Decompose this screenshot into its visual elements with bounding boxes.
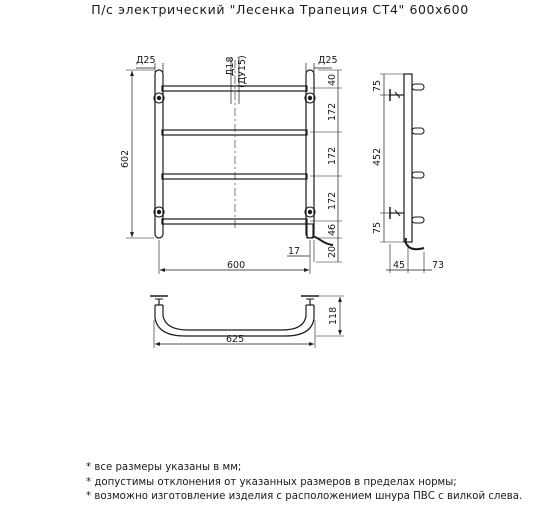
side-wall-bracket-top <box>390 89 404 101</box>
dim-top-depth: 118 <box>328 306 339 325</box>
dim-top-width: 625 <box>226 334 245 345</box>
side-rung-1 <box>412 84 424 90</box>
dim-chain-6: 20 <box>327 245 338 258</box>
dim-side-depth-b: 73 <box>432 260 445 271</box>
side-rung-4 <box>412 217 424 223</box>
notes-list <box>86 461 522 505</box>
dim-chain-3: 172 <box>327 146 338 165</box>
heating-element <box>307 224 313 238</box>
rung-4 <box>162 219 307 224</box>
note-text: возможно изготовление изделия с расположением шнура ПВС с вилкой слева. <box>94 491 523 502</box>
rung-1 <box>162 86 307 91</box>
dim-side-depth-a: 45 <box>393 260 406 271</box>
top-view-rung-outer <box>155 305 314 336</box>
side-view <box>372 74 444 273</box>
side-rung-3 <box>412 172 424 178</box>
dim-side-top: 75 <box>372 79 383 92</box>
note-text: допустимы отклонения от указанных размеров в пределах нормы; <box>94 476 457 488</box>
dim-d25-right: Д25 <box>318 55 338 66</box>
side-pipe <box>404 74 412 242</box>
side-power-cord <box>406 238 424 249</box>
top-view <box>150 296 344 348</box>
note-item: * допустимы отклонения от указанных размеров в пределах нормы; <box>86 476 457 488</box>
dim-chain-2: 172 <box>327 102 338 121</box>
side-rung-2 <box>412 128 424 134</box>
dim-height: 602 <box>120 149 131 168</box>
dim-chain-5: 46 <box>327 223 338 236</box>
dim-side-bottom: 75 <box>372 221 383 234</box>
dim-chain-1: 40 <box>327 73 338 86</box>
rung-3 <box>162 174 307 179</box>
note-item: * все размеры указаны в мм; <box>86 462 242 473</box>
note-item: * возможно изготовление изделия с расположением шнура ПВС с вилкой слева. <box>86 491 523 502</box>
dim-d25-left: Д25 <box>136 55 156 66</box>
dim-side-middle: 452 <box>372 147 383 166</box>
front-dimensions <box>120 55 342 274</box>
dim-d18: Д18 <box>225 56 236 76</box>
drawing-title: П/с электрический "Лесенка Трапеция СТ4" 600х600 <box>91 2 469 17</box>
top-view-rung-inner <box>163 305 306 330</box>
dim-du15: (ДУ15) <box>237 55 248 88</box>
power-cord <box>313 236 333 245</box>
rung-2 <box>162 130 307 135</box>
dim-offset: 17 <box>288 246 301 257</box>
dim-width: 600 <box>227 260 246 271</box>
side-wall-bracket-bottom <box>390 207 404 219</box>
note-text: все размеры указаны в мм; <box>94 462 242 473</box>
dim-chain-4: 172 <box>327 191 338 210</box>
